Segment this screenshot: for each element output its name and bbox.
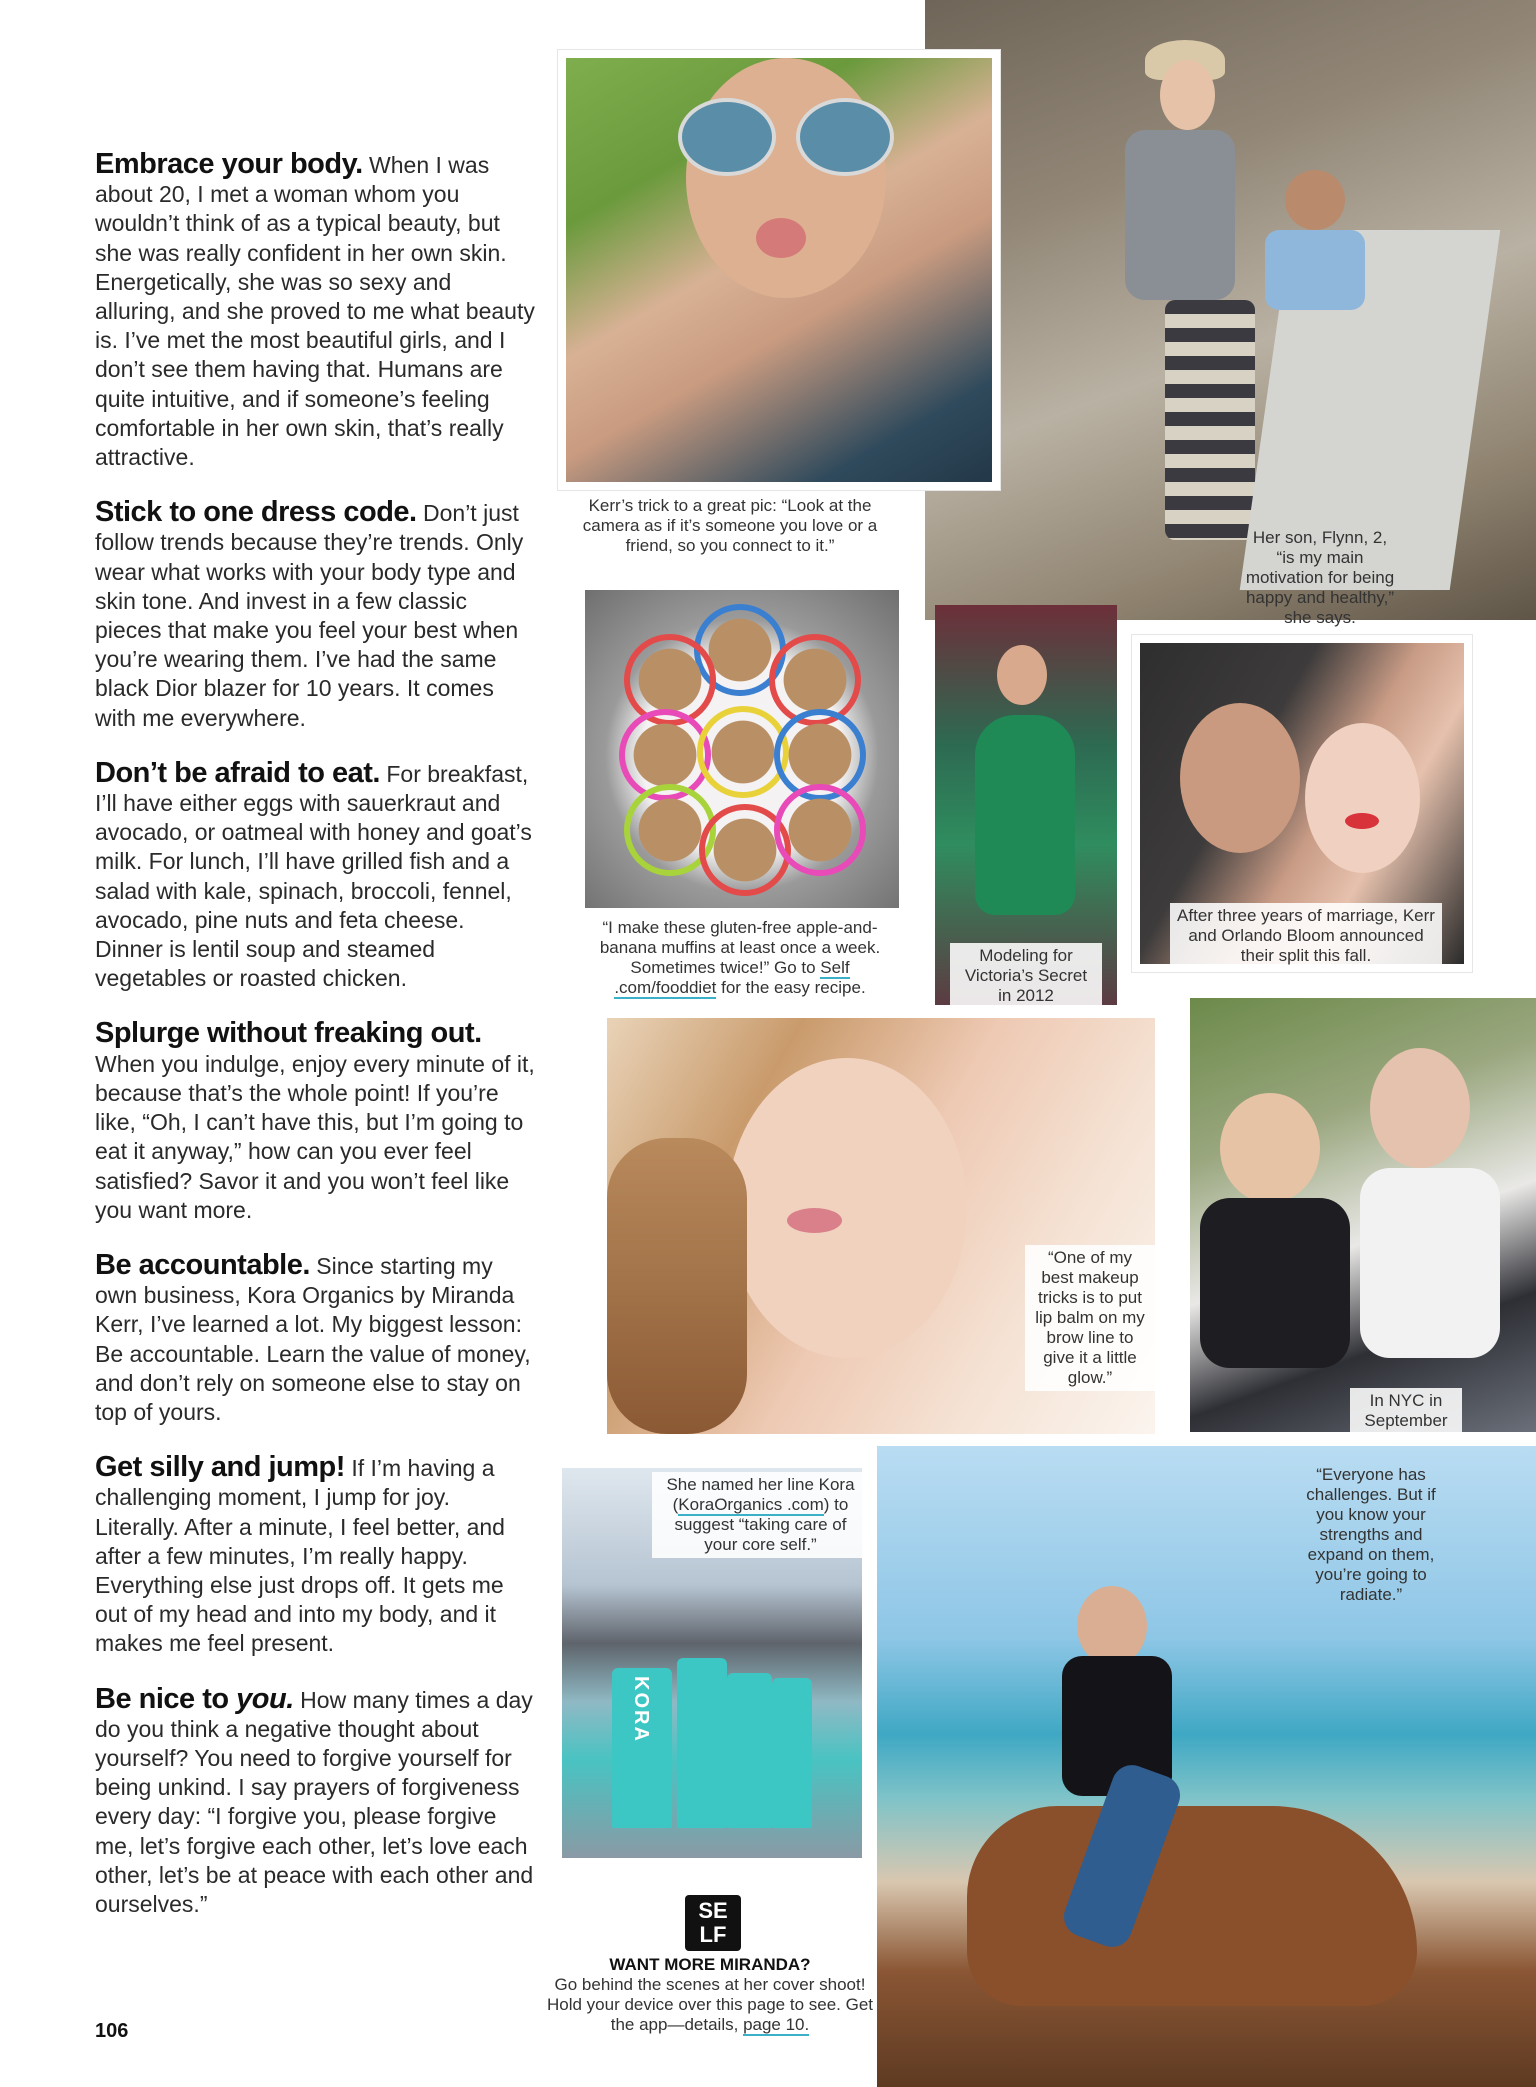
article-column bbox=[95, 150, 535, 1945]
recipe-link[interactable]: Self .com/fooddiet bbox=[614, 958, 850, 997]
tip-body: When I was about 20, I met a woman whom you wouldn’t think of as a typical beauty, but she was really confident in her own skin. Energetically, she was so sexy and alluring, and she proved to me what beauty is. I’ve met the most beautiful girls, and I don’t see them having that. Humans are quite intuitive, and if someone’s feeling comfortable in her own skin, that’s really attractive. bbox=[95, 152, 535, 471]
tip-heading: Get silly and jump! bbox=[95, 1451, 345, 1484]
photo-park-slide bbox=[925, 0, 1536, 620]
tip-heading-prefix: Be nice to bbox=[95, 1682, 237, 1715]
caption-runway: Modeling for Victoria’s Secret in 2012 bbox=[950, 943, 1102, 1009]
tip-eat bbox=[95, 756, 535, 994]
caption-kora-text: She named her line Kora ( bbox=[666, 1475, 855, 1514]
tip-heading: Don’t be afraid to eat. bbox=[95, 756, 380, 789]
tip-embrace bbox=[95, 150, 535, 472]
caption-kora-text-end: ) to suggest “taking care of your core self.” bbox=[674, 1495, 849, 1554]
kora-label: KORA bbox=[629, 1676, 652, 1743]
tip-heading: Splurge without freaking out. bbox=[95, 1017, 482, 1050]
photo-muffins bbox=[585, 590, 899, 908]
tip-accountable bbox=[95, 1248, 535, 1427]
tip-body: If I’m having a challenging moment, I jump for joy. Literally. After a minute, I feel better, and after a few minutes, I’m really happy. Everything else just drops off. It gets me out of my head and into my body, and it makes me feel present. bbox=[95, 1455, 505, 1657]
caption-kora bbox=[652, 1472, 869, 1558]
tip-body: When you indulge, enjoy every minute of it, because that’s the whole point! If you’re like, “Oh, I can’t have this, but I’m going to eat it anyway,” how can you ever feel satisfied? Savor it and you won’t feel like you want more. bbox=[95, 1050, 535, 1223]
tip-jump bbox=[95, 1453, 535, 1658]
tip-body: How many times a day do you think a negative thought about yourself? You need to forgive yourself for being unkind. I say prayers of forgiveness every day: “I forgive you, please forgive me, let’s forgive each other, let’s love each other, let’s be at peace with each other and ourselves.” bbox=[95, 1686, 534, 1917]
promo-title: WANT MORE MIRANDA? bbox=[609, 1955, 811, 1974]
self-logo-bottom: LF bbox=[699, 1922, 727, 1947]
caption-beach: “Everyone has challenges. But if you know your strengths and expand on them, you’re going to radiate.” bbox=[1306, 1465, 1436, 1604]
promo-page-link[interactable]: page 10. bbox=[743, 2015, 810, 2034]
tip-body: Don’t just follow trends because they’re trends. Only wear what works with your body type and skin tone. And invest in a few classic pieces that make you feel your best when you’re wearing them. I’ve had the same black Dior blazer for 10 years. It comes with me everywhere. bbox=[95, 500, 524, 731]
self-logo-text bbox=[698, 1899, 727, 1947]
tip-dress-code bbox=[95, 498, 535, 733]
caption-muffins-text: “I make these gluten-free apple-and-banana muffins at least once a week. Sometimes twice!” Go to bbox=[599, 918, 881, 977]
tip-heading: Be accountable. bbox=[95, 1248, 310, 1281]
tip-heading: Embrace your body. bbox=[95, 148, 363, 180]
tip-heading bbox=[95, 1683, 294, 1715]
photo-selfie bbox=[558, 50, 1000, 490]
caption-selfie: Kerr’s trick to a great pic: “Look at the camera as if it’s someone you love or a friend, so you connect to it.” bbox=[582, 496, 878, 555]
tip-heading: Stick to one dress code. bbox=[95, 496, 417, 529]
tip-heading-italic: you. bbox=[236, 1682, 294, 1715]
caption-portrait: “One of my best makeup tricks is to put lip balm on my brow line to give it a little glow.” bbox=[1025, 1245, 1155, 1391]
photo-nyc bbox=[1190, 998, 1536, 1432]
tip-splurge bbox=[95, 1019, 535, 1224]
caption-muffins bbox=[590, 918, 890, 998]
caption-park: Her son, Flynn, 2, “is my main motivation for being happy and healthy,” she says. bbox=[1245, 528, 1395, 627]
tip-be-nice bbox=[95, 1682, 535, 1920]
promo-body: Go behind the scenes at her cover shoot! Hold your device over this page to see. Get the app—details, bbox=[546, 1975, 873, 2034]
self-logo-top: SE bbox=[698, 1898, 728, 1923]
kora-link[interactable]: KoraOrganics .com bbox=[678, 1495, 824, 1514]
app-promo bbox=[540, 1955, 880, 2035]
caption-muffins-text-end: for the easy recipe. bbox=[716, 978, 866, 997]
caption-couple: After three years of marriage, Kerr and Orlando Bloom announced their split this fall. bbox=[1170, 903, 1442, 969]
tip-body: Since starting my own business, Kora Organics by Miranda Kerr, I’ve learned a lot. My biggest lesson: Be accountable. Learn the value of money, and don’t rely on someone else to stay on top of yours. bbox=[95, 1252, 531, 1425]
caption-nyc: In NYC in September bbox=[1350, 1388, 1462, 1434]
tip-body: For breakfast, I’ll have either eggs with sauerkraut and avocado, or oatmeal with honey and goat’s milk. For lunch, I’ll have grilled fish and a salad with kale, spinach, broccoli, fennel, avocado, pine nuts and feta cheese. Dinner is lentil soup and steamed vegetables or roasted chicken. bbox=[95, 760, 532, 992]
page-number: 106 bbox=[95, 2020, 129, 2042]
self-app-logo[interactable] bbox=[685, 1895, 741, 1951]
